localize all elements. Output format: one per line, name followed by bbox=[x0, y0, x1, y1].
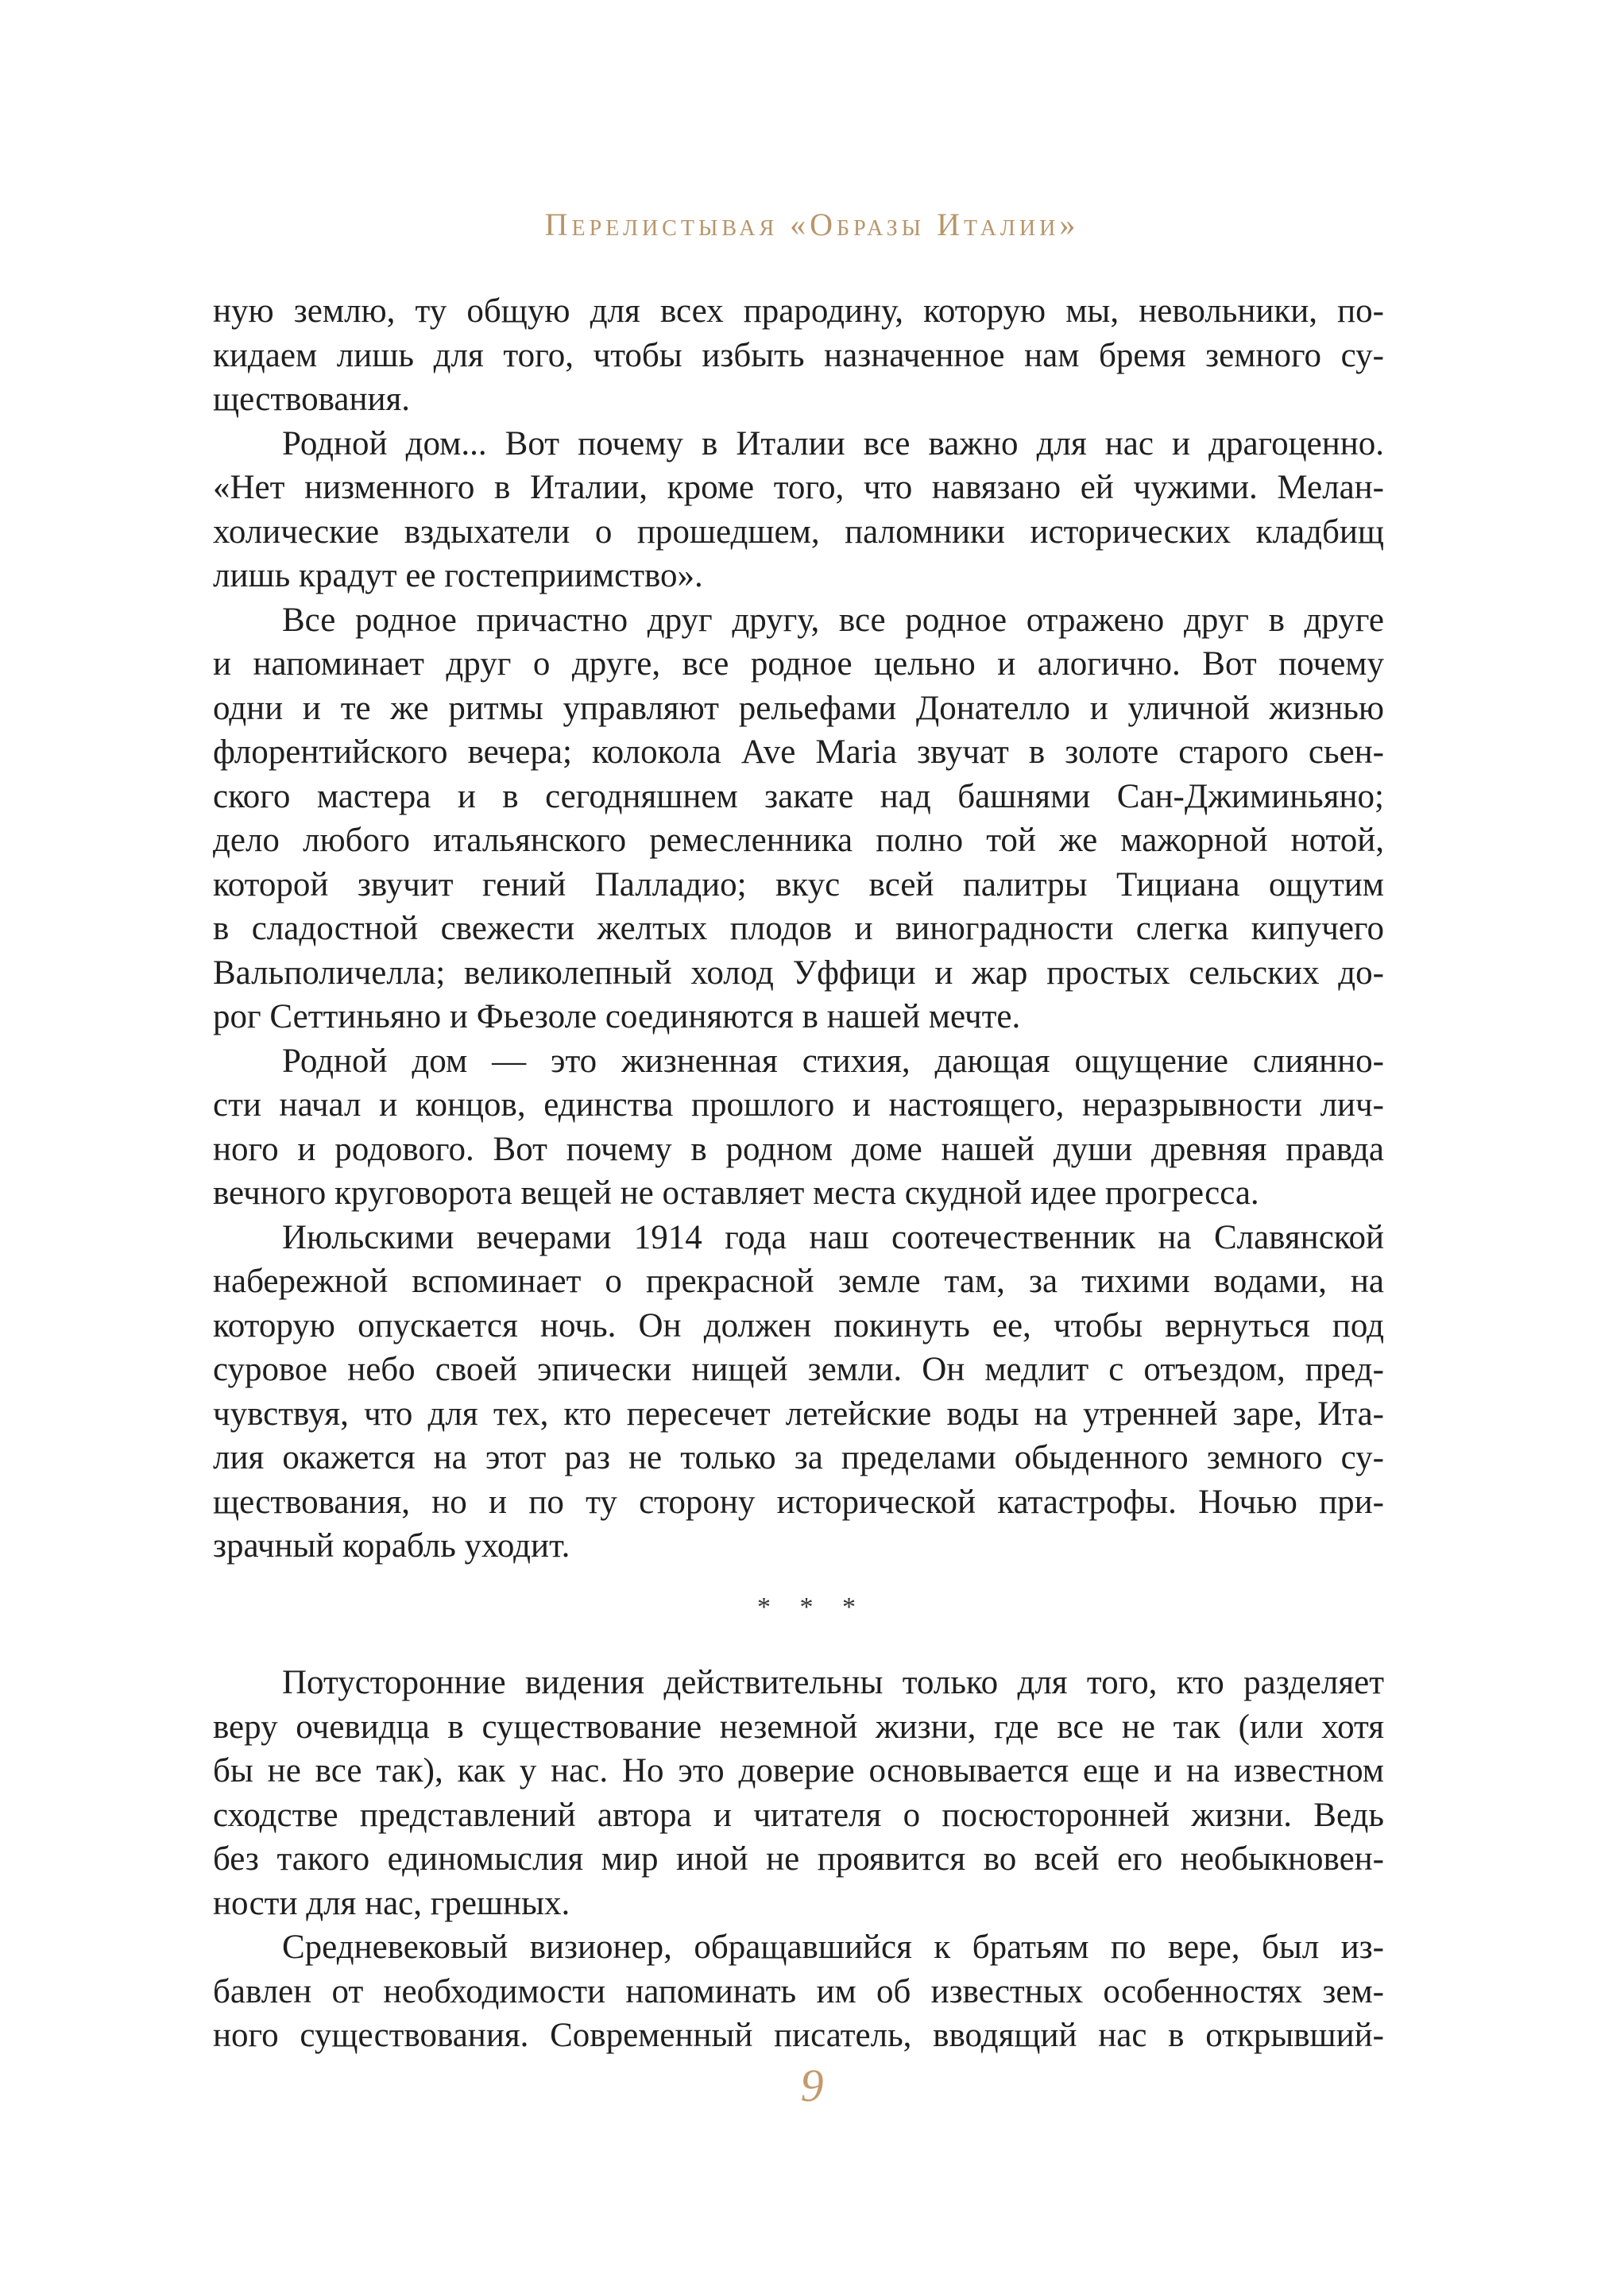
text-line: которой звучит гений Палладио; вкус всей палитры Тициана ощутим bbox=[213, 865, 1384, 903]
paragraph-first-line: Родной дом — это жизненная стихия, дающая ощущение слиянно- bbox=[282, 1042, 1384, 1080]
text-line: и напоминает друг о друге, все родное цельно и алогично. Вот почему bbox=[213, 645, 1384, 683]
text-line: Вальполичелла; великолепный холод Уффици и жар простых сельских до- bbox=[213, 954, 1384, 992]
paragraph-first-line: Средневековый визионер, обращавшийся к братьям по вере, был из- bbox=[282, 1929, 1384, 1966]
text-line: вечного круговорота вещей не оставляет места скудной идее прогресса. bbox=[213, 1174, 1259, 1212]
running-head-title: Перелистывая «Образы Италии» bbox=[544, 207, 1080, 242]
text-line: ществования, но и по ту сторону исторической катастрофы. Ночью при- bbox=[213, 1483, 1384, 1521]
text-line: ского мастера и в сегодняшнем закате над башнями Сан-Джиминьяно; bbox=[213, 777, 1384, 815]
text-line: без такого единомыслия мир иной не проявится во всей его необыкновен- bbox=[213, 1840, 1384, 1878]
text-line: дело любого итальянского ремесленника полно той же мажорной нотой, bbox=[213, 822, 1384, 859]
paragraph-first-line: Все родное причастно друг другу, все родное отражено друг в друге bbox=[282, 601, 1384, 639]
text-line: в сладостной свежести желтых плодов и виноградности слегка кипучего bbox=[213, 910, 1384, 947]
paragraph-first-line: Потусторонние видения действительны только для того, кто разделяет bbox=[282, 1664, 1384, 1701]
text-line: ществования. bbox=[213, 381, 411, 418]
text-line: чувствуя, что для тех, кто пересечет летейские воды на утренней заре, Ита- bbox=[213, 1395, 1384, 1433]
text-line: флорентийского вечера; колокола Ave Maria звучат в золоте старого сьен- bbox=[213, 733, 1384, 771]
section-separator: * * * bbox=[757, 1592, 867, 1622]
text-line: бавлен от необходимости напоминать им об известных особенностях зем- bbox=[213, 1972, 1384, 2010]
paragraph-first-line: Июльскими вечерами 1914 года наш соотечественник на Славянской bbox=[282, 1218, 1384, 1256]
text-line: набережной вспоминает о прекрасной земле там, за тихими водами, на bbox=[213, 1263, 1384, 1300]
text-line: ного и родового. Вот почему в родном доме нашей души древняя правда bbox=[213, 1130, 1384, 1168]
text-line: кидаем лишь для того, чтобы избыть назначенное нам бремя земного су- bbox=[213, 336, 1384, 374]
page-number: 9 bbox=[800, 2060, 824, 2111]
text-line: веру очевидца в существование неземной жизни, где все не так (или хотя bbox=[213, 1708, 1384, 1746]
text-line: ного существования. Современный писатель, вводящий нас в открывший- bbox=[213, 2017, 1384, 2054]
paragraph-first-line: Родной дом... Вот почему в Италии все важно для нас и драгоценно. bbox=[282, 424, 1384, 462]
text-section-1 bbox=[213, 289, 1384, 1569]
text-line: ности для нас, грешных. bbox=[213, 1884, 570, 1922]
text-line: лишь крадут ее гостеприимство». bbox=[213, 557, 703, 594]
text-line: бы не все так), как у нас. Но это доверие основывается еще и на известном bbox=[213, 1752, 1384, 1789]
text-line: зрачный корабль уходит. bbox=[213, 1527, 570, 1565]
text-line: суровое небо своей эпически нищей земли. Он медлит с отъездом, пред- bbox=[213, 1351, 1384, 1388]
text-line: сходстве представлений автора и читателя о посюсторонней жизни. Ведь bbox=[213, 1796, 1384, 1834]
text-line: «Нет низменного в Италии, кроме того, что навязано ей чужими. Мелан- bbox=[213, 469, 1384, 506]
text-section-2 bbox=[213, 1661, 1384, 2058]
text-line: холические вздыхатели о прошедшем, паломники исторических кладбищ bbox=[213, 513, 1384, 551]
text-line: сти начал и концов, единства прошлого и настоящего, неразрывности лич- bbox=[213, 1086, 1384, 1124]
text-line: одни и те же ритмы управляют рельефами Донателло и уличной жизнью bbox=[213, 689, 1384, 727]
text-line: рог Сеттиньяно и Фьезоле соединяются в нашей мечте. bbox=[213, 998, 1021, 1035]
text-line: которую опускается ночь. Он должен покинуть ее, чтобы вернуться под bbox=[213, 1306, 1384, 1344]
text-line: ную землю, ту общую для всех прародину, которую мы, невольники, по- bbox=[213, 292, 1384, 330]
text-line: лия окажется на этот раз не только за пределами обыденного земного су- bbox=[213, 1439, 1384, 1476]
